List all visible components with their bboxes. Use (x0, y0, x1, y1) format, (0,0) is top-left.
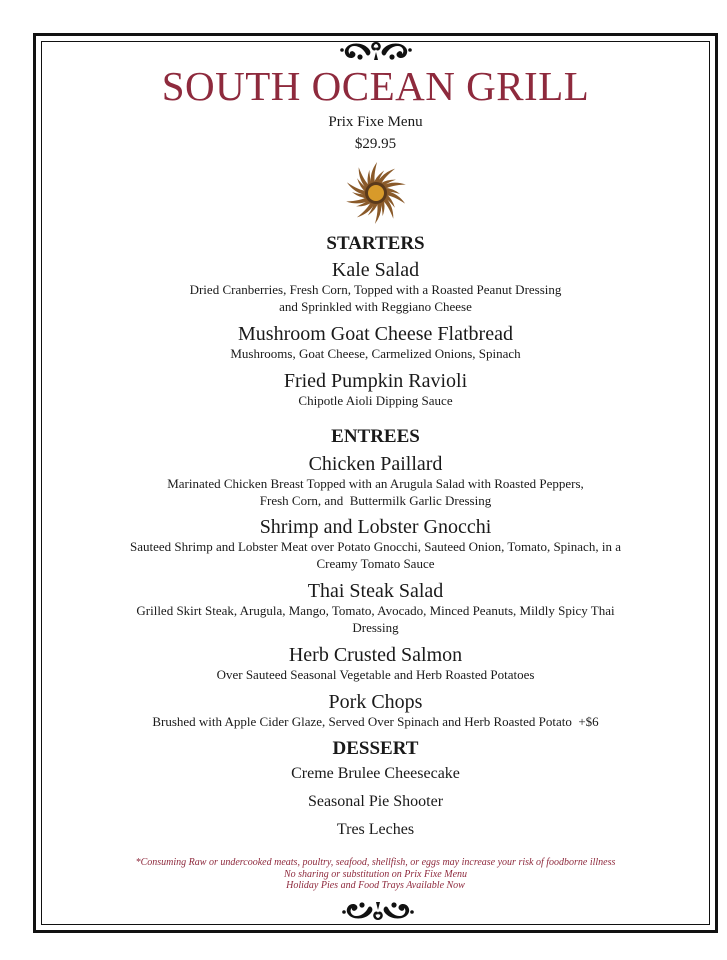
menu-item-description (45, 282, 706, 316)
menu-item-description-line: Over Sauteed Seasonal Vegetable and Herb Roasted Potatoes (216, 667, 535, 682)
menu-item-name: Kale Salad (331, 259, 420, 282)
menu-content (45, 40, 706, 839)
dessert-list (45, 764, 706, 840)
scroll-ornament-icon (340, 900, 416, 922)
scroll-ornament-icon (338, 40, 414, 62)
menu-item-description-line: Brushed with Apple Cider Glaze, Served Over Spinach and Herb Roasted Potato +$6 (152, 713, 599, 729)
dessert-item: Tres Leches (336, 820, 415, 838)
dessert-item: Seasonal Pie Shooter (307, 792, 444, 810)
starters-list (45, 259, 706, 410)
menu-item-description-line: Dried Cranberries, Fresh Corn, Topped with a Roasted Peanut Dressing (189, 282, 562, 298)
restaurant-title: SOUTH OCEAN GRILL (161, 63, 590, 109)
section-heading-dessert: DESSERT (332, 737, 419, 759)
menu-item-name: Fried Pumpkin Ravioli (283, 369, 468, 392)
footnote-line: No sharing or substitution on Prix Fixe Menu (283, 868, 468, 880)
menu-item-description-line: Sauteed Shrimp and Lobster Meat over Potato Gnocchi, Sauteed Onion, Tomato, Spinach, in a (130, 539, 621, 555)
menu-item-description-line: Mushrooms, Goat Cheese, Carmelized Onions, Spinach (230, 346, 521, 362)
section-heading-starters: STARTERS (326, 232, 425, 254)
footnote-line: Holiday Pies and Food Trays Available Now (286, 880, 465, 891)
menu-item-description-line: Chipotle Aioli Dipping Sauce (298, 392, 453, 408)
footnote-line: *Consuming Raw or undercooked meats, poultry, seafood, shellfish, or eggs may increase your risk of foodborne illness (135, 857, 616, 868)
menu-item-description-line: Marinated Chicken Breast Topped with an Arugula Salad with Roasted Peppers, (167, 475, 584, 491)
menu-item-description (45, 667, 706, 684)
menu-item-description-line: Creamy Tomato Sauce (316, 556, 435, 572)
menu-item-description (45, 476, 706, 510)
menu-footnotes (45, 857, 706, 892)
menu-item-description-line: Fresh Corn, and Buttermilk Garlic Dressing (259, 492, 492, 508)
menu-item-name: Shrimp and Lobster Gnocchi (259, 516, 492, 539)
sun-icon (340, 160, 412, 226)
sun-center (368, 185, 384, 201)
section-heading-entrees: ENTREES (331, 425, 420, 447)
menu-subtitle: Prix Fixe Menu (328, 114, 423, 130)
dessert-item: Creme Brulee Cheesecake (291, 764, 460, 782)
entrees-list (45, 453, 706, 731)
menu-price: $29.95 (354, 136, 397, 153)
menu-item-description (45, 539, 706, 573)
menu-item-description (45, 346, 706, 363)
menu-item-name: Pork Chops (328, 690, 423, 713)
menu-item-description-line: Grilled Skirt Steak, Arugula, Mango, Tomato, Avocado, Minced Peanuts, Mildly Spicy Thai (136, 603, 615, 619)
menu-item-description (45, 603, 706, 637)
menu-item-description-line: and Sprinkled with Reggiano Cheese (279, 299, 472, 315)
menu-item-name: Mushroom Goat Cheese Flatbread (238, 323, 513, 346)
menu-item-name: Chicken Paillard (308, 452, 443, 475)
menu-item-description (45, 714, 706, 731)
menu-item-name: Herb Crusted Salmon (288, 644, 463, 666)
menu-item-description (45, 393, 706, 410)
menu-item-name: Thai Steak Salad (307, 580, 444, 603)
menu-item-description-line: Dressing (352, 620, 399, 636)
